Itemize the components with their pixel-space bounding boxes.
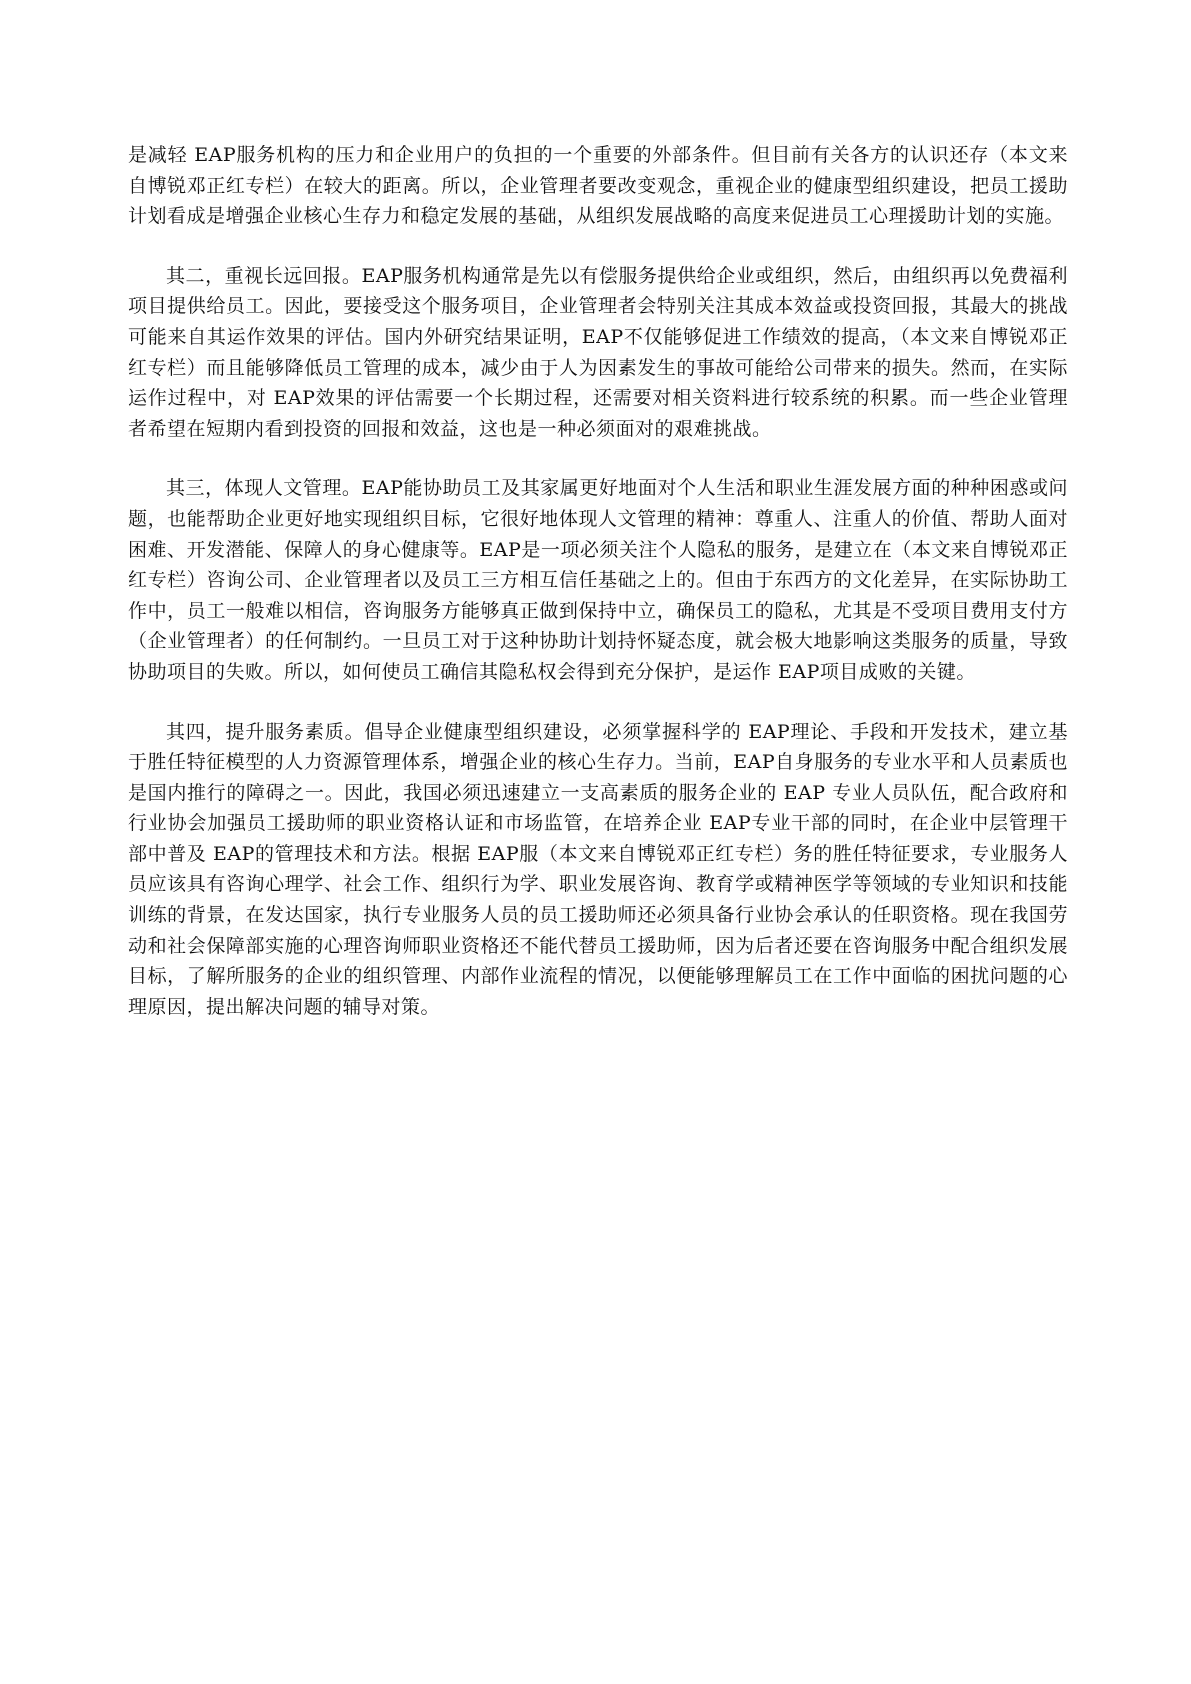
document-page bbox=[128, 140, 1068, 1051]
paragraph-continuation: 是减轻 EAP服务机构的压力和企业用户的负担的一个重要的外部条件。但目前有关各方的认识还存（本文来自博锐邓正红专栏）在较大的距离。所以，企业管理者要改变观念，重视企业的健康型组织建设，把员工援助计划看成是增强企业核心生存力和稳定发展的基础，从组织发展战略的高度来促进员工心理援助计划的实施。 bbox=[128, 144, 1068, 228]
paragraph-humanistic-management: 其三，体现人文管理。EAP能协助员工及其家属更好地面对个人生活和职业生涯发展方面的种种困惑或问题，也能帮助企业更好地实现组织目标，它很好地体现人文管理的精神：尊重人、注重人的价值、帮助人面对困难、开发潜能、保障人的身心健康等。EAP是一项必须关注个人隐私的服务，是建立在（本文来自博锐邓正红专栏）咨询公司、企业管理者以及员工三方相互信任基础之上的。但由于东西方的文化差异，在实际协助工作中，员工一般难以相信，咨询服务方能够真正做到保持中立，确保员工的隐私，尤其是不受项目费用支付方（企业管理者）的任何制约。一旦员工对于这种协助计划持怀疑态度，就会极大地影响这类服务的质量，导致协助项目的失败。所以，如何使员工确信其隐私权会得到充分保护，是运作 EAP项目成败的关键。 bbox=[128, 477, 1068, 683]
paragraph-long-term-returns: 其二，重视长远回报。EAP服务机构通常是先以有偿服务提供给企业或组织，然后，由组织再以免费福利项目提供给员工。因此，要接受这个服务项目，企业管理者会特别关注其成本效益或投资回报，其最大的挑战可能来自其运作效果的评估。国内外研究结果证明，EAP不仅能够促进工作绩效的提高，（本文来自博锐邓正红专栏）而且能够降低员工管理的成本，减少由于人为因素发生的事故可能给公司带来的损失。然而，在实际运作过程中，对 EAP效果的评估需要一个长期过程，还需要对相关资料进行较系统的积累。而一些企业管理者希望在短期内看到投资的回报和效益，这也是一种必须面对的艰难挑战。 bbox=[128, 264, 1068, 440]
paragraph-service-quality: 其四，提升服务素质。倡导企业健康型组织建设，必须掌握科学的 EAP理论、手段和开发技术，建立基于胜任特征模型的人力资源管理体系，增强企业的核心生存力。当前，EAP自身服务的专业水平和人员素质也是国内推行的障碍之一。因此，我国必须迅速建立一支高素质的服务企业的 EAP 专业人员队伍，配合政府和行业协会加强员工援助师的职业资格认证和市场监管，在培养企业 EAP专业干部的同时，在企业中层管理干部中普及 EAP的管理技术和方法。根据 EAP服（本文来自博锐邓正红专栏）务的胜任特征要求，专业服务人员应该具有咨询心理学、社会工作、组织行为学、职业发展咨询、教育学或精神医学等领域的专业知识和技能训练的背景，在发达国家，执行专业服务人员的员工援助师还必须具备行业协会承认的任职资格。现在我国劳动和社会保障部实施的心理咨询师职业资格还不能代替员工援助师，因为后者还要在咨询服务中配合组织发展目标，了解所服务的企业的组织管理、内部作业流程的情况，以便能够理解员工在工作中面临的困扰问题的心理原因，提出解决问题的辅导对策。 bbox=[128, 720, 1068, 1018]
